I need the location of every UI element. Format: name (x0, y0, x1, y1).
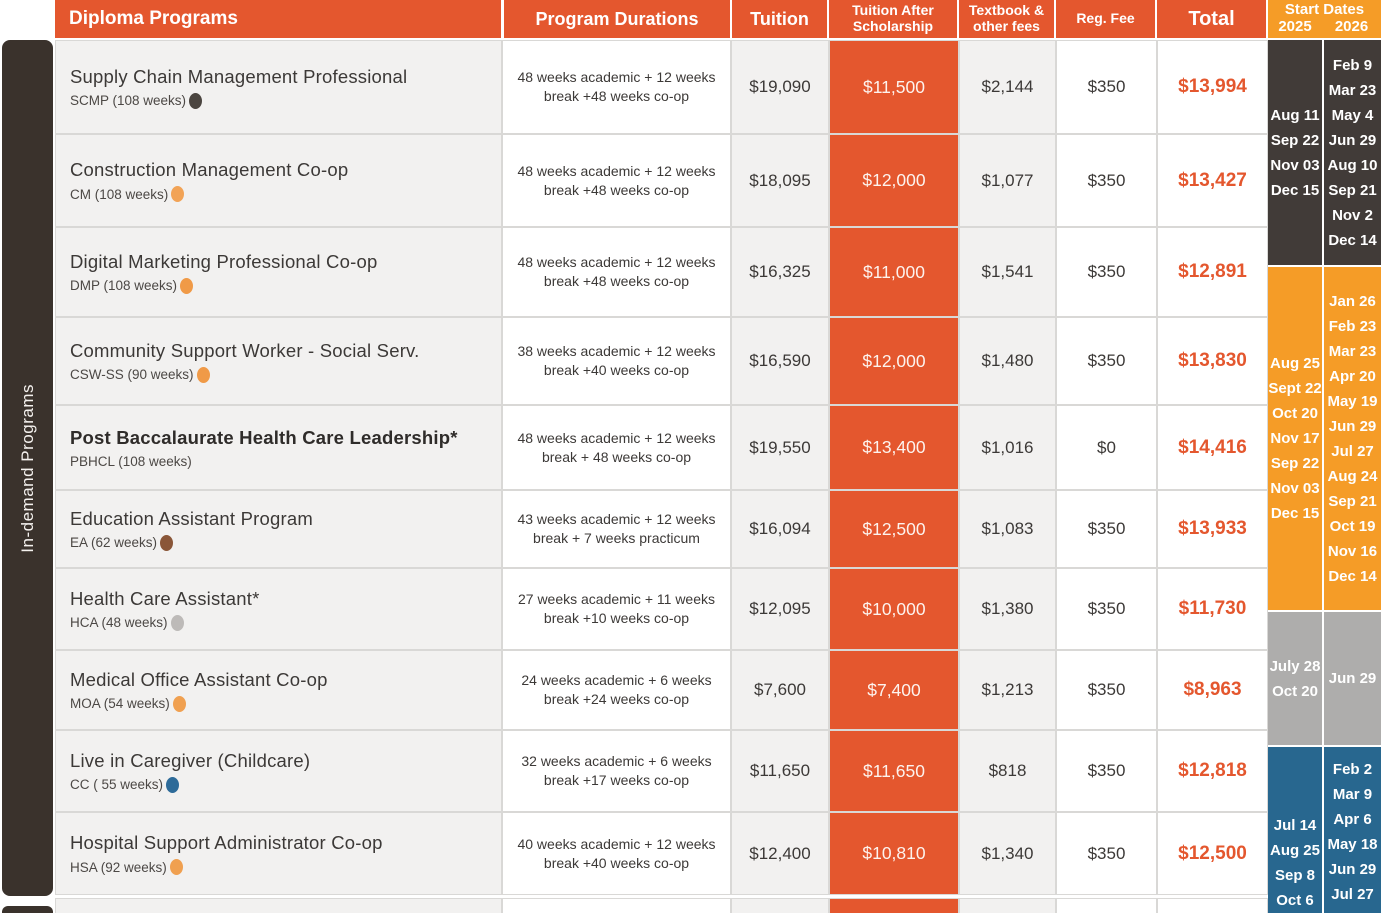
program-cell (55, 317, 502, 405)
program-category-dot (170, 859, 183, 875)
start-date: Feb 2 (1332, 761, 1373, 778)
start-date: Aug 25 (1269, 355, 1320, 372)
start-dates-block (1268, 40, 1381, 265)
textbook-fees-cell: $1,083 (959, 490, 1056, 568)
partial-row (55, 898, 1268, 913)
program-code: MOA (54 weeks) (70, 696, 186, 712)
start-date: Mar 9 (1332, 786, 1373, 803)
program-name: Live in Caregiver (Childcare) (70, 749, 311, 771)
program-name: Community Support Worker - Social Serv. (70, 339, 420, 361)
table-row (55, 568, 1268, 650)
start-date: Nov 16 (1327, 542, 1378, 560)
table-row (55, 405, 1268, 490)
start-date: May 4 (1331, 106, 1374, 124)
program-code: CM (108 weeks) (70, 186, 184, 202)
table-row (55, 317, 1268, 405)
reg-fee-cell: $350 (1056, 317, 1157, 405)
program-code: SCMP (108 weeks) (70, 93, 202, 109)
reg-fee-cell: $350 (1056, 490, 1157, 568)
tuition-after-cell: $10,000 (829, 568, 959, 650)
program-code: HCA (48 weeks) (70, 615, 184, 631)
textbook-fees-cell: $1,213 (959, 650, 1056, 730)
start-dates-year-2026: 2026 (1334, 18, 1369, 35)
start-date: Sep 22 (1270, 455, 1320, 472)
start-date: Oct 20 (1272, 405, 1318, 422)
start-date: May 18 (1327, 836, 1378, 853)
start-date: Sep 21 (1328, 492, 1377, 510)
program-cell (55, 40, 502, 134)
program-name: Hospital Support Administrator Co-op (70, 832, 383, 853)
total-cell: $14,416 (1157, 405, 1268, 490)
program-cell (55, 812, 502, 895)
total-cell: $12,818 (1157, 730, 1268, 812)
start-date: Jul 27 (1331, 442, 1374, 460)
program-name: Education Assistant Program (70, 507, 313, 529)
textbook-fees-cell: $2,144 (959, 40, 1056, 134)
duration-cell: 48 weeks academic + 12 weeks break +48 weeks co-op (502, 134, 731, 227)
start-date: Nov 03 (1270, 156, 1320, 174)
start-date: Jun 29 (1328, 861, 1377, 878)
program-category-dot (171, 186, 184, 202)
start-dates-2026-list (1322, 40, 1381, 265)
start-date: Aug 25 (1269, 842, 1320, 859)
start-date: Nov 2 (1332, 206, 1373, 224)
program-code: DMP (108 weeks) (70, 278, 193, 294)
reg-fee-cell: $350 (1056, 568, 1157, 650)
textbook-fees-cell: $1,380 (959, 568, 1056, 650)
program-category-dot (197, 367, 210, 383)
tuition-after-cell: $12,000 (829, 317, 959, 405)
partial-cell (731, 898, 829, 913)
start-date: Jun 29 (1328, 131, 1377, 149)
duration-cell: 24 weeks academic + 6 weeks break +24 weeks co-op (502, 650, 731, 730)
start-dates-2026-list (1322, 747, 1381, 913)
start-date: Nov 03 (1270, 480, 1320, 497)
tuition-after-cell: $11,650 (829, 730, 959, 812)
textbook-fees-cell: $1,016 (959, 405, 1056, 490)
program-code: CC ( 55 weeks) (70, 777, 179, 793)
start-date: Feb 23 (1328, 317, 1377, 335)
tuition-cell: $16,325 (731, 227, 829, 317)
total-cell: $13,933 (1157, 490, 1268, 568)
tuition-after-cell: $7,400 (829, 650, 959, 730)
program-cell (55, 227, 502, 317)
duration-cell: 48 weeks academic + 12 weeks break + 48 weeks co-op (502, 405, 731, 490)
tuition-cell: $19,550 (731, 405, 829, 490)
column-header-reg-fee: Reg. Fee (1056, 0, 1155, 38)
start-dates-2026-list (1322, 612, 1381, 745)
textbook-fees-cell: $1,340 (959, 812, 1056, 895)
column-header-tuition: Tuition (732, 0, 827, 38)
tuition-cell: $12,095 (731, 568, 829, 650)
start-date: July 28 (1269, 657, 1321, 675)
column-header-total: Total (1157, 0, 1266, 38)
tuition-after-cell: $11,000 (829, 227, 959, 317)
table-row (55, 227, 1268, 317)
table-row (55, 40, 1268, 134)
next-category-sidebar-stub (2, 906, 53, 913)
table-row (55, 490, 1268, 568)
tuition-cell: $7,600 (731, 650, 829, 730)
duration-cell: 48 weeks academic + 12 weeks break +48 weeks co-op (502, 40, 731, 134)
program-name: Post Baccalaurate Health Care Leadership* (70, 426, 458, 448)
program-cell (55, 490, 502, 568)
program-category-dot (160, 535, 173, 551)
tuition-after-cell: $12,000 (829, 134, 959, 227)
start-date: Jul 27 (1331, 886, 1374, 903)
partial-cell (959, 898, 1056, 913)
start-date: Sep 22 (1270, 131, 1320, 149)
tuition-after-cell: $11,500 (829, 40, 959, 134)
tuition-cell: $16,094 (731, 490, 829, 568)
start-date: Dec 14 (1328, 231, 1377, 249)
duration-cell: 43 weeks academic + 12 weeks break + 7 weeks practicum (502, 490, 731, 568)
reg-fee-cell: $350 (1056, 227, 1157, 317)
start-date: Dec 15 (1270, 505, 1320, 522)
column-header-tuition-after-scholarship: Tuition After Scholarship (829, 0, 957, 38)
program-cell (55, 405, 502, 490)
partial-cell (55, 898, 502, 913)
total-cell: $12,891 (1157, 227, 1268, 317)
start-date: Apr 6 (1333, 811, 1372, 828)
start-date: Aug 11 (1270, 106, 1320, 124)
program-category-dot (189, 93, 202, 109)
tuition-cell: $18,095 (731, 134, 829, 227)
start-date: Aug 10 (1327, 156, 1378, 174)
start-date: Dec 15 (1270, 181, 1320, 199)
start-dates-2026-list (1322, 267, 1381, 610)
duration-cell: 40 weeks academic + 12 weeks break +40 weeks co-op (502, 812, 731, 895)
start-date: Feb 9 (1332, 56, 1373, 74)
start-dates-2025-list (1268, 747, 1322, 913)
start-date: Oct 20 (1272, 682, 1318, 700)
tuition-cell: $11,650 (731, 730, 829, 812)
start-date: Nov 17 (1270, 430, 1320, 447)
tuition-cell: $12,400 (731, 812, 829, 895)
start-dates-block (1268, 612, 1381, 745)
category-label: In-demand Programs (17, 383, 37, 553)
duration-cell: 38 weeks academic + 12 weeks break +40 weeks co-op (502, 317, 731, 405)
column-header-textbook-fees: Textbook & other fees (959, 0, 1054, 38)
reg-fee-cell: $350 (1056, 40, 1157, 134)
start-dates-2025-list (1268, 267, 1322, 610)
start-date: Sep 21 (1328, 181, 1377, 199)
program-cell (55, 650, 502, 730)
program-code: HSA (92 weeks) (70, 859, 183, 875)
textbook-fees-cell: $1,480 (959, 317, 1056, 405)
program-name: Supply Chain Management Professional (70, 65, 408, 87)
program-category-dot (166, 777, 179, 793)
start-dates-year-2025: 2025 (1278, 18, 1312, 35)
start-date: Jun 29 (1328, 417, 1377, 435)
table-row (55, 812, 1268, 895)
table-row (55, 650, 1268, 730)
textbook-fees-cell: $1,541 (959, 227, 1056, 317)
start-date: May 19 (1327, 392, 1378, 410)
start-date: Oct 19 (1329, 517, 1376, 535)
reg-fee-cell: $350 (1056, 812, 1157, 895)
program-name: Health Care Assistant* (70, 587, 260, 609)
table-row (55, 730, 1268, 812)
total-cell: $13,994 (1157, 40, 1268, 134)
column-header-diploma-programs: Diploma Programs (55, 0, 501, 38)
tuition-after-cell: $12,500 (829, 490, 959, 568)
reg-fee-cell: $0 (1056, 405, 1157, 490)
textbook-fees-cell: $818 (959, 730, 1056, 812)
program-cell (55, 134, 502, 227)
start-dates-title: Start Dates (1284, 1, 1365, 19)
total-cell: $13,427 (1157, 134, 1268, 227)
reg-fee-cell: $350 (1056, 730, 1157, 812)
duration-cell: 48 weeks academic + 12 weeks break +48 weeks co-op (502, 227, 731, 317)
start-date: Aug 24 (1327, 467, 1378, 485)
partial-cell (829, 898, 959, 913)
reg-fee-cell: $350 (1056, 134, 1157, 227)
column-header-program-durations: Program Durations (504, 0, 730, 38)
total-cell: $8,963 (1157, 650, 1268, 730)
program-code: EA (62 weeks) (70, 535, 173, 551)
table-row (55, 134, 1268, 227)
partial-cell (1056, 898, 1157, 913)
start-date: Dec 14 (1328, 567, 1377, 585)
program-name: Construction Management Co-op (70, 159, 349, 180)
start-date: Mar 23 (1328, 81, 1377, 99)
column-header-start-dates (1268, 0, 1381, 38)
start-date: Jan 26 (1329, 292, 1376, 310)
category-sidebar-in-demand (2, 40, 53, 896)
start-date: Jun 29 (1328, 670, 1377, 687)
program-cell (55, 568, 502, 650)
program-category-dot (171, 615, 184, 631)
start-date: Sept 22 (1268, 380, 1322, 397)
start-dates-years (1268, 19, 1381, 36)
partial-cell (1157, 898, 1268, 913)
start-date: Jul 14 (1273, 817, 1317, 834)
program-code: CSW-SS (90 weeks) (70, 367, 210, 383)
tuition-cell: $16,590 (731, 317, 829, 405)
reg-fee-cell: $350 (1056, 650, 1157, 730)
tuition-after-cell: $13,400 (829, 405, 959, 490)
start-date: Apr 20 (1329, 367, 1376, 385)
start-dates-block (1268, 747, 1381, 913)
program-category-dot (173, 696, 186, 712)
program-name: Medical Office Assistant Co-op (70, 668, 328, 690)
total-cell: $11,730 (1157, 568, 1268, 650)
tuition-after-cell: $10,810 (829, 812, 959, 895)
partial-cell (502, 898, 731, 913)
textbook-fees-cell: $1,077 (959, 134, 1056, 227)
duration-cell: 32 weeks academic + 6 weeks break +17 weeks co-op (502, 730, 731, 812)
program-name: Digital Marketing Professional Co-op (70, 250, 378, 272)
start-date: Sep 8 (1274, 867, 1316, 884)
duration-cell: 27 weeks academic + 11 weeks break +10 weeks co-op (502, 568, 731, 650)
total-cell: $13,830 (1157, 317, 1268, 405)
program-cell (55, 730, 502, 812)
tuition-cell: $19,090 (731, 40, 829, 134)
start-date: Oct 6 (1276, 892, 1314, 909)
total-cell: $12,500 (1157, 812, 1268, 895)
start-dates-2025-list (1268, 40, 1322, 265)
start-dates-2025-list (1268, 612, 1322, 745)
start-date: Mar 23 (1328, 342, 1377, 360)
program-category-dot (180, 278, 193, 294)
start-dates-block (1268, 267, 1381, 610)
program-code: PBHCL (108 weeks) (70, 453, 192, 469)
